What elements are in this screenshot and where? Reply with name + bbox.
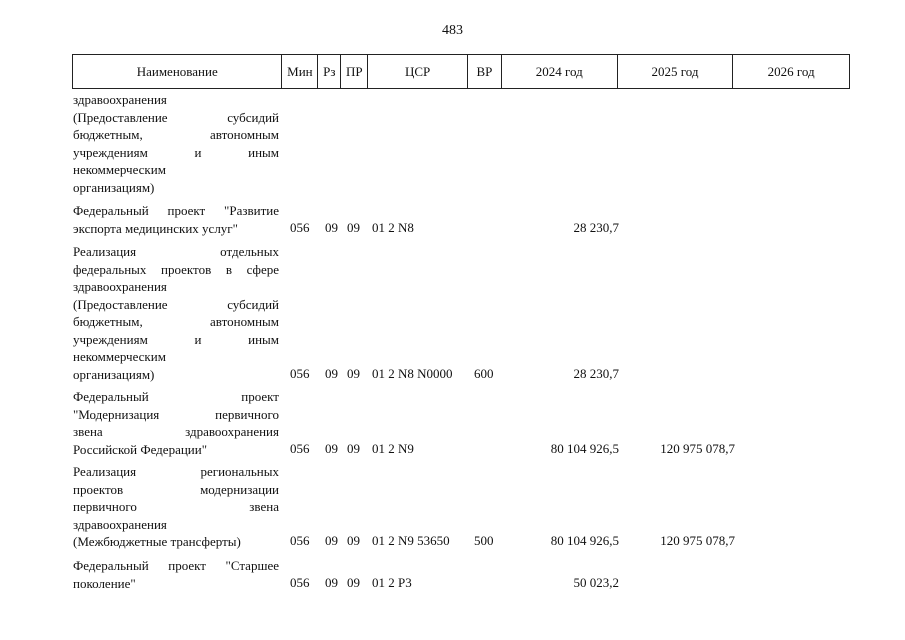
- header-min: Мин: [282, 55, 318, 88]
- row-name-line: (Предоставление субсидий: [73, 109, 279, 125]
- row-name-line: поколение": [73, 575, 136, 591]
- header-rz: Рз: [318, 55, 341, 88]
- cell-vr: 500: [474, 533, 494, 548]
- cell-rz: 09: [325, 365, 338, 381]
- cell-min: 056: [290, 219, 310, 235]
- row-name-line: здравоохранения: [73, 516, 167, 532]
- cell-2024: 28 230,7: [573, 365, 619, 381]
- cell-2025: 120 975 078,7: [660, 440, 735, 456]
- cell-rz: 09: [325, 574, 338, 590]
- row-name-line: первичного звена: [73, 499, 279, 514]
- table-header: [72, 54, 850, 89]
- row-name-line: организациям): [73, 366, 155, 382]
- header-csr: ЦСР: [368, 55, 468, 88]
- cell-min: 056: [290, 365, 310, 381]
- cell-2024: 28 230,7: [573, 219, 619, 235]
- cell-2024: 80 104 926,5: [550, 440, 619, 456]
- row-name-line: Российской Федерации": [73, 441, 208, 457]
- cell-csr: 01 2 N8: [372, 219, 414, 235]
- row-name-line: (Предоставление субсидий: [73, 296, 279, 312]
- row-name-line: Реализация отдельных: [73, 244, 279, 259]
- row-name-line: организациям): [73, 179, 155, 195]
- header-pr: ПР: [341, 55, 368, 88]
- cell-csr: 01 2 N9: [372, 440, 414, 456]
- cell-rz: 09: [325, 533, 338, 548]
- row-name-line: экспорта медицинских услуг": [73, 220, 238, 236]
- cell-pr: 09: [347, 533, 360, 548]
- cell-csr: 01 2 N9 53650: [372, 533, 450, 548]
- row-name-line: здравоохранения: [73, 279, 167, 294]
- row-name: [73, 91, 279, 196]
- row-name-line: учреждениям и иным: [73, 331, 279, 347]
- row-name: [73, 202, 279, 237]
- row-name-line: проектов модернизации: [73, 481, 279, 497]
- header-name: Наименование: [73, 55, 282, 88]
- row-name-line: некоммерческим: [73, 162, 166, 177]
- cell-rz: 09: [325, 440, 338, 456]
- row-name-line: Федеральный проект "Старшее: [73, 558, 279, 573]
- row-name-line: "Модернизация первичного: [73, 406, 279, 422]
- row-name-line: Федеральный проект: [73, 389, 279, 404]
- header-2024: 2024 год: [502, 55, 618, 88]
- cell-2024: 80 104 926,5: [550, 533, 619, 548]
- cell-min: 056: [290, 440, 310, 456]
- row-name-line: звена здравоохранения: [73, 424, 279, 439]
- row-name-line: Реализация региональных: [73, 464, 279, 479]
- cell-pr: 09: [347, 440, 360, 456]
- cell-pr: 09: [347, 365, 360, 381]
- cell-pr: 09: [347, 574, 360, 590]
- row-name: [73, 243, 279, 383]
- row-name-line: бюджетным, автономным: [73, 127, 279, 142]
- row-name-line: здравоохранения: [73, 92, 167, 107]
- cell-csr: 01 2 P3: [372, 574, 412, 590]
- row-name-line: (Межбюджетные трансферты): [73, 534, 241, 549]
- cell-vr: 600: [474, 365, 494, 381]
- row-name-line: бюджетным, автономным: [73, 314, 279, 329]
- cell-min: 056: [290, 574, 310, 590]
- cell-rz: 09: [325, 219, 338, 235]
- row-name: [73, 463, 279, 551]
- cell-2025: 120 975 078,7: [660, 533, 735, 548]
- cell-2024: 50 023,2: [573, 574, 619, 590]
- header-2025: 2025 год: [618, 55, 734, 88]
- header-2026: 2026 год: [767, 63, 815, 79]
- row-name-line: федеральных проектов в сфере: [73, 261, 279, 277]
- cell-csr: 01 2 N8 N0000: [372, 365, 453, 381]
- row-name-line: некоммерческим: [73, 349, 166, 364]
- row-name: [73, 388, 279, 458]
- row-name-line: Федеральный проект "Развитие: [73, 203, 279, 218]
- header-vr: ВР: [468, 55, 502, 88]
- row-name-line: учреждениям и иным: [73, 144, 279, 160]
- cell-min: 056: [290, 533, 310, 548]
- page-number: 483: [442, 23, 463, 38]
- row-name: [73, 557, 279, 592]
- cell-pr: 09: [347, 219, 360, 235]
